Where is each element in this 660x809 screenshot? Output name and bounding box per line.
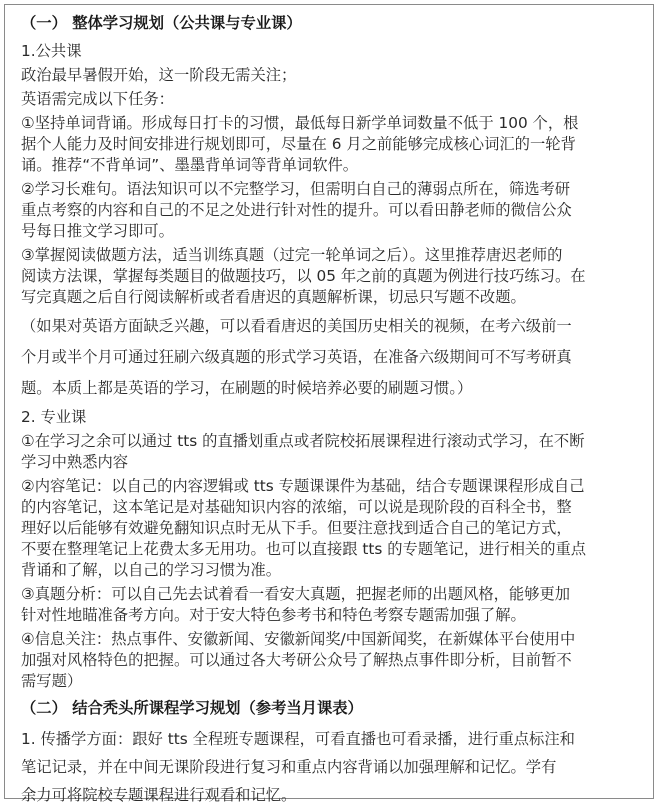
major-line: ③真题分析：可以自己先去试着看一看安大真题，把握老师的出题风格，能够更加	[21, 585, 571, 603]
major-line: ④信息关注：热点事件、安徽新闻、安徽新闻奖/中国新闻奖，在新媒体平台使用中	[21, 630, 576, 648]
major-line: 理好以后能够有效避免翻知识点时无从下手。但要注意找到适合自己的笔记方式，	[21, 519, 572, 537]
section-2-line: 1. 传播学方面：跟好 tts 全程班专题课程，可看直播也可看录播，进行重点标注和	[21, 730, 575, 748]
document-frame	[4, 4, 654, 804]
major-line: ②内容笔记：以自己的内容逻辑或 tts 专题课课件为基础，结合专题课课程形成自己	[21, 477, 585, 495]
section-1-heading: （一） 整体学习规划（公共课与专业课）	[21, 14, 302, 32]
major-line: 不要在整理笔记上花费太多无用功。也可以直接跟 tts 的专题笔记，进行相关的重点	[21, 540, 587, 558]
major-course-title: 2. 专业课	[21, 408, 87, 426]
major-line: 需写题）	[21, 672, 83, 690]
document-content	[21, 13, 649, 809]
public-line: ③掌握阅读做题方法，适当训练真题（过完一轮单词之后）。这里推荐唐迟老师的	[21, 246, 563, 264]
major-line: 加强对风格特色的把握。可以通过各大考研公众号了解热点事件即分析，目前暂不	[21, 651, 572, 669]
public-line: 英语需完成以下任务：	[21, 90, 174, 108]
public-line: ①坚持单词背诵。形成每日打卡的习惯，最低每日新学单词数量不低于 100 个，根	[21, 114, 579, 132]
public-line: ②学习长难句。语法知识可以不完整学习，但需明白自己的薄弱点所在，筛选考研	[21, 180, 571, 198]
public-line: 阅读方法课，掌握每类题目的做题技巧，以 05 年之前的真题为例进行技巧练习。在	[21, 267, 586, 285]
major-line: ①在学习之余可以通过 tts 的直播划重点或者院校拓展课程进行滚动式学习，在不断	[21, 432, 585, 450]
section-2-heading: （二） 结合秃头所课程学习规划（参考当月课表）	[21, 699, 363, 717]
public-line: 诵。推荐“不背单词”、墨墨背单词等背单词软件。	[21, 156, 359, 174]
public-line: 政治最早暑假开始，这一阶段无需关注；	[21, 66, 297, 84]
public-course-title: 1.公共课	[21, 42, 82, 60]
public-line: 据个人能力及时间安排进行规划即可，尽量在 6 月之前能够完成核心词汇的一轮背	[21, 135, 576, 153]
english-note-line: 题。本质上都是英语的学习，在刷题的时候培养必要的刷题习惯。）	[21, 379, 473, 397]
section-2-line: 余力可将院校专题课程进行观看和记忆。	[21, 786, 297, 804]
english-note-line: 个月或半个月可通过狂刷六级真题的形式学习英语，在准备六级期间可不写考研真	[21, 348, 572, 366]
public-line: 写完真题之后自行阅读解析或者看唐迟的真题解析课，切忌只写题不改题。	[21, 288, 526, 306]
english-note-line: （如果对英语方面缺乏兴趣，可以看看唐迟的美国历史相关的视频，在考六级前一	[21, 317, 572, 335]
major-line: 针对性地瞄准备考方向。对于安大特色参考书和特色考察专题需加强了解。	[21, 606, 526, 624]
major-line: 的内容笔记，这本笔记是对基础知识内容的浓缩，可以说是现阶段的百科全书，整	[21, 498, 572, 516]
section-2-line: 笔记记录，并在中间无课阶段进行复习和重点内容背诵以加强理解和记忆。学有	[21, 758, 557, 776]
public-line: 重点考察的内容和自己的不足之处进行针对性的提升。可以看田静老师的微信公众	[21, 201, 572, 219]
major-line: 背诵和了解，以自己的学习习惯为准。	[21, 561, 282, 579]
major-line: 学习中熟悉内容	[21, 453, 129, 471]
public-line: 号每日推文学习即可。	[21, 222, 174, 240]
